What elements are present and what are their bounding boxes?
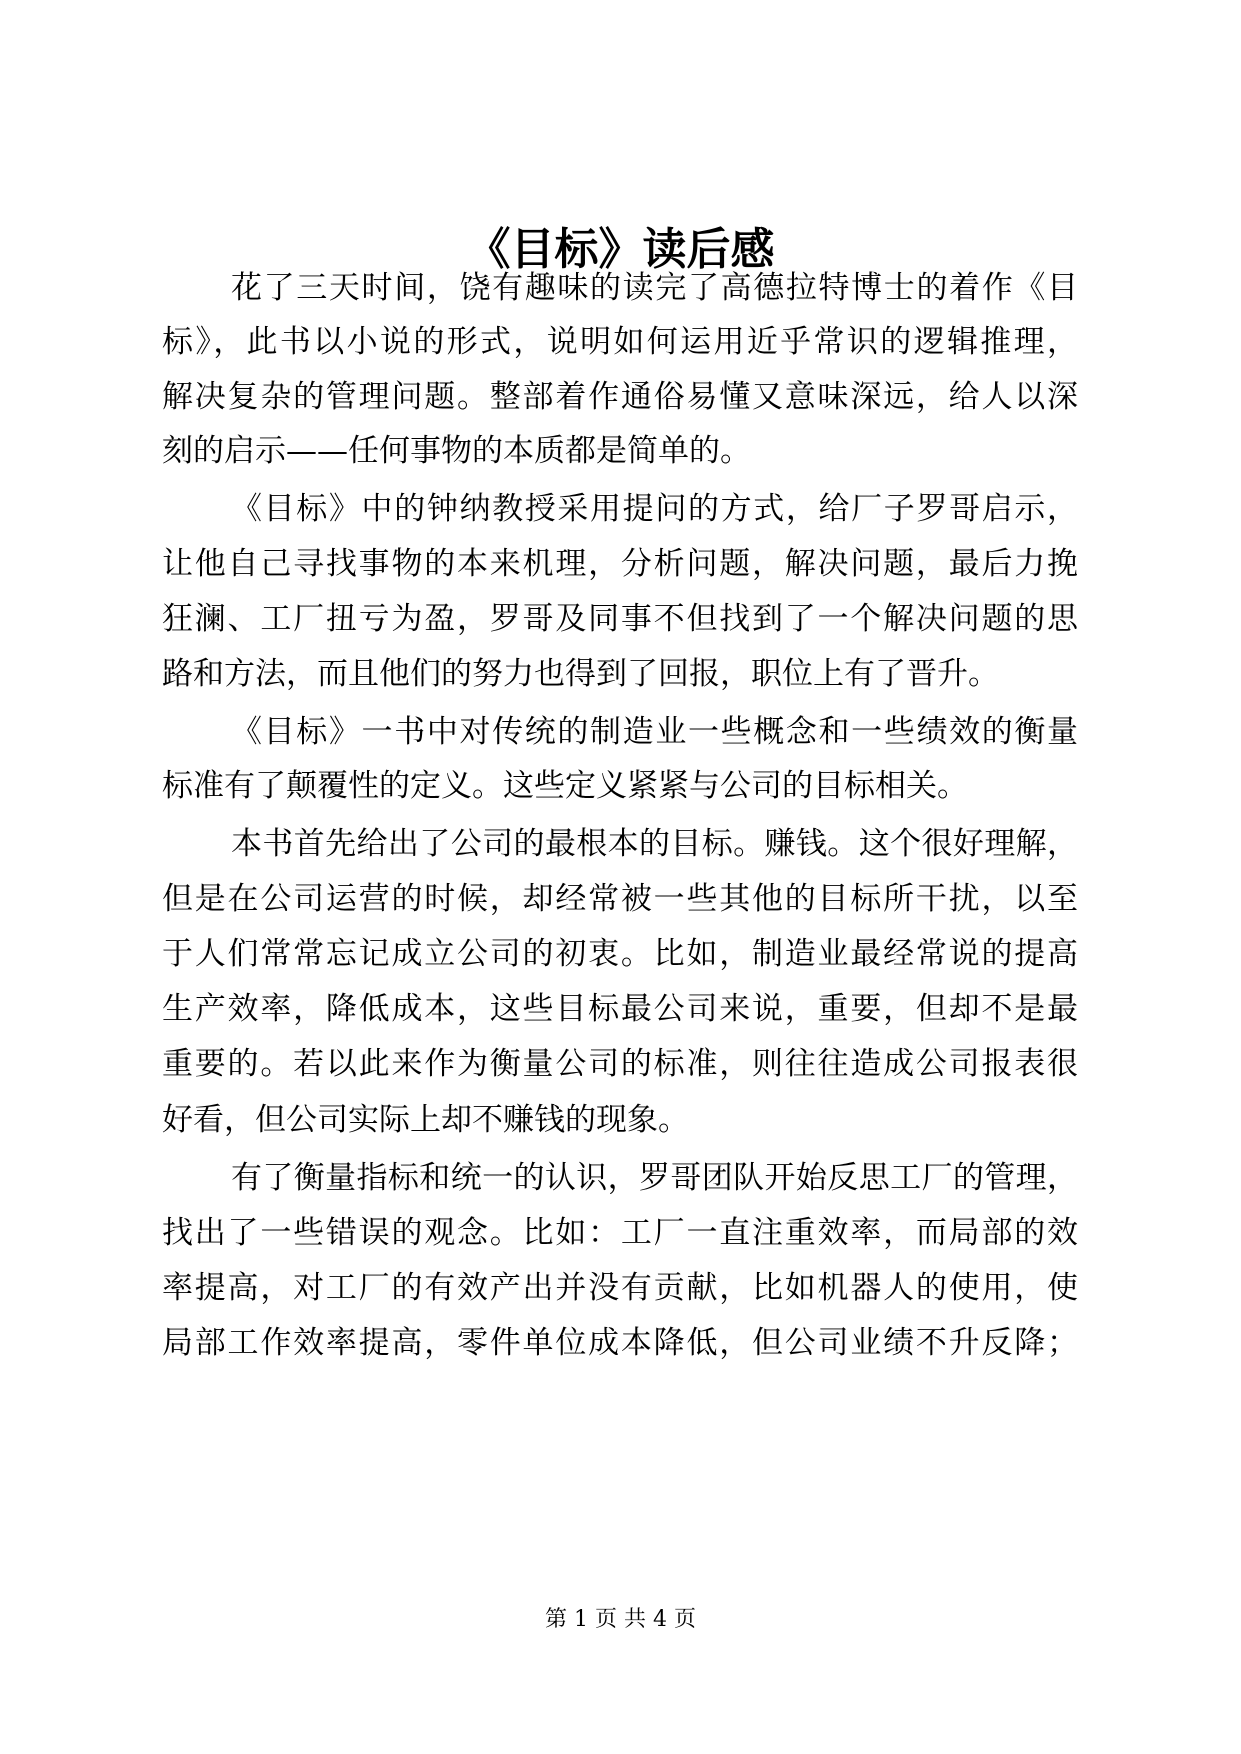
paragraph-5-line-4: 局部工作效率提高，零件单位成本降低，但公司业绩不升反降； <box>162 1325 1078 1361</box>
paragraph-3-line-2: 标准有了颠覆性的定义。这些定义紧紧与公司的目标相关。 <box>162 768 968 804</box>
paragraph-4-line-2: 但是在公司运营的时候，却经常被一些其他的目标所干扰，以至 <box>162 881 1078 917</box>
paragraph-1-line-1: 花了三天时间，饶有趣味的读完了高德拉特博士的着作《目 <box>231 270 1078 306</box>
paragraph-4-line-4: 生产效率，降低成本，这些目标最公司来说，重要，但却不是最 <box>162 991 1078 1027</box>
paragraph-3-line-1: 《目标》一书中对传统的制造业一些概念和一些绩效的衡量 <box>231 714 1078 750</box>
paragraph-4-line-6: 好看，但公司实际上却不赚钱的现象。 <box>162 1102 689 1138</box>
paragraph-5-line-1: 有了衡量指标和统一的认识，罗哥团队开始反思工厂的管理， <box>231 1160 1078 1196</box>
paragraph-5-line-3: 率提高，对工厂的有效产出并没有贡献，比如机器人的使用，使 <box>162 1270 1078 1306</box>
paragraph-1-line-2: 标》，此书以小说的形式，说明如何运用近乎常识的逻辑推理， <box>162 324 1078 360</box>
paragraph-4-line-5: 重要的。若以此来作为衡量公司的标准，则往往造成公司报表很 <box>162 1046 1078 1082</box>
paragraph-2-line-1: 《目标》中的钟纳教授采用提问的方式，给厂子罗哥启示， <box>231 491 1078 527</box>
paragraph-4-line-1: 本书首先给出了公司的最根本的目标。赚钱。这个很好理解， <box>231 826 1078 862</box>
paragraph-5-line-2: 找出了一些错误的观念。比如：工厂一直注重效率，而局部的效 <box>162 1215 1078 1251</box>
paragraph-2-line-4: 路和方法，而且他们的努力也得到了回报，职位上有了晋升。 <box>162 656 999 692</box>
paragraph-1-line-4: 刻的启示——任何事物的本质都是简单的。 <box>162 433 751 469</box>
paragraph-2-line-2: 让他自己寻找事物的本来机理，分析问题，解决问题，最后力挽 <box>162 546 1078 582</box>
paragraph-1-line-3: 解决复杂的管理问题。整部着作通俗易懂又意味深远，给人以深 <box>162 379 1078 415</box>
page-number: 第 1 页 共 4 页 <box>545 1607 696 1632</box>
paragraph-4-line-3: 于人们常常忘记成立公司的初衷。比如，制造业最经常说的提高 <box>162 936 1078 972</box>
paragraph-2-line-3: 狂澜、工厂扭亏为盈，罗哥及同事不但找到了一个解决问题的思 <box>162 601 1078 637</box>
document-title: 《目标》读后感 <box>466 224 775 275</box>
